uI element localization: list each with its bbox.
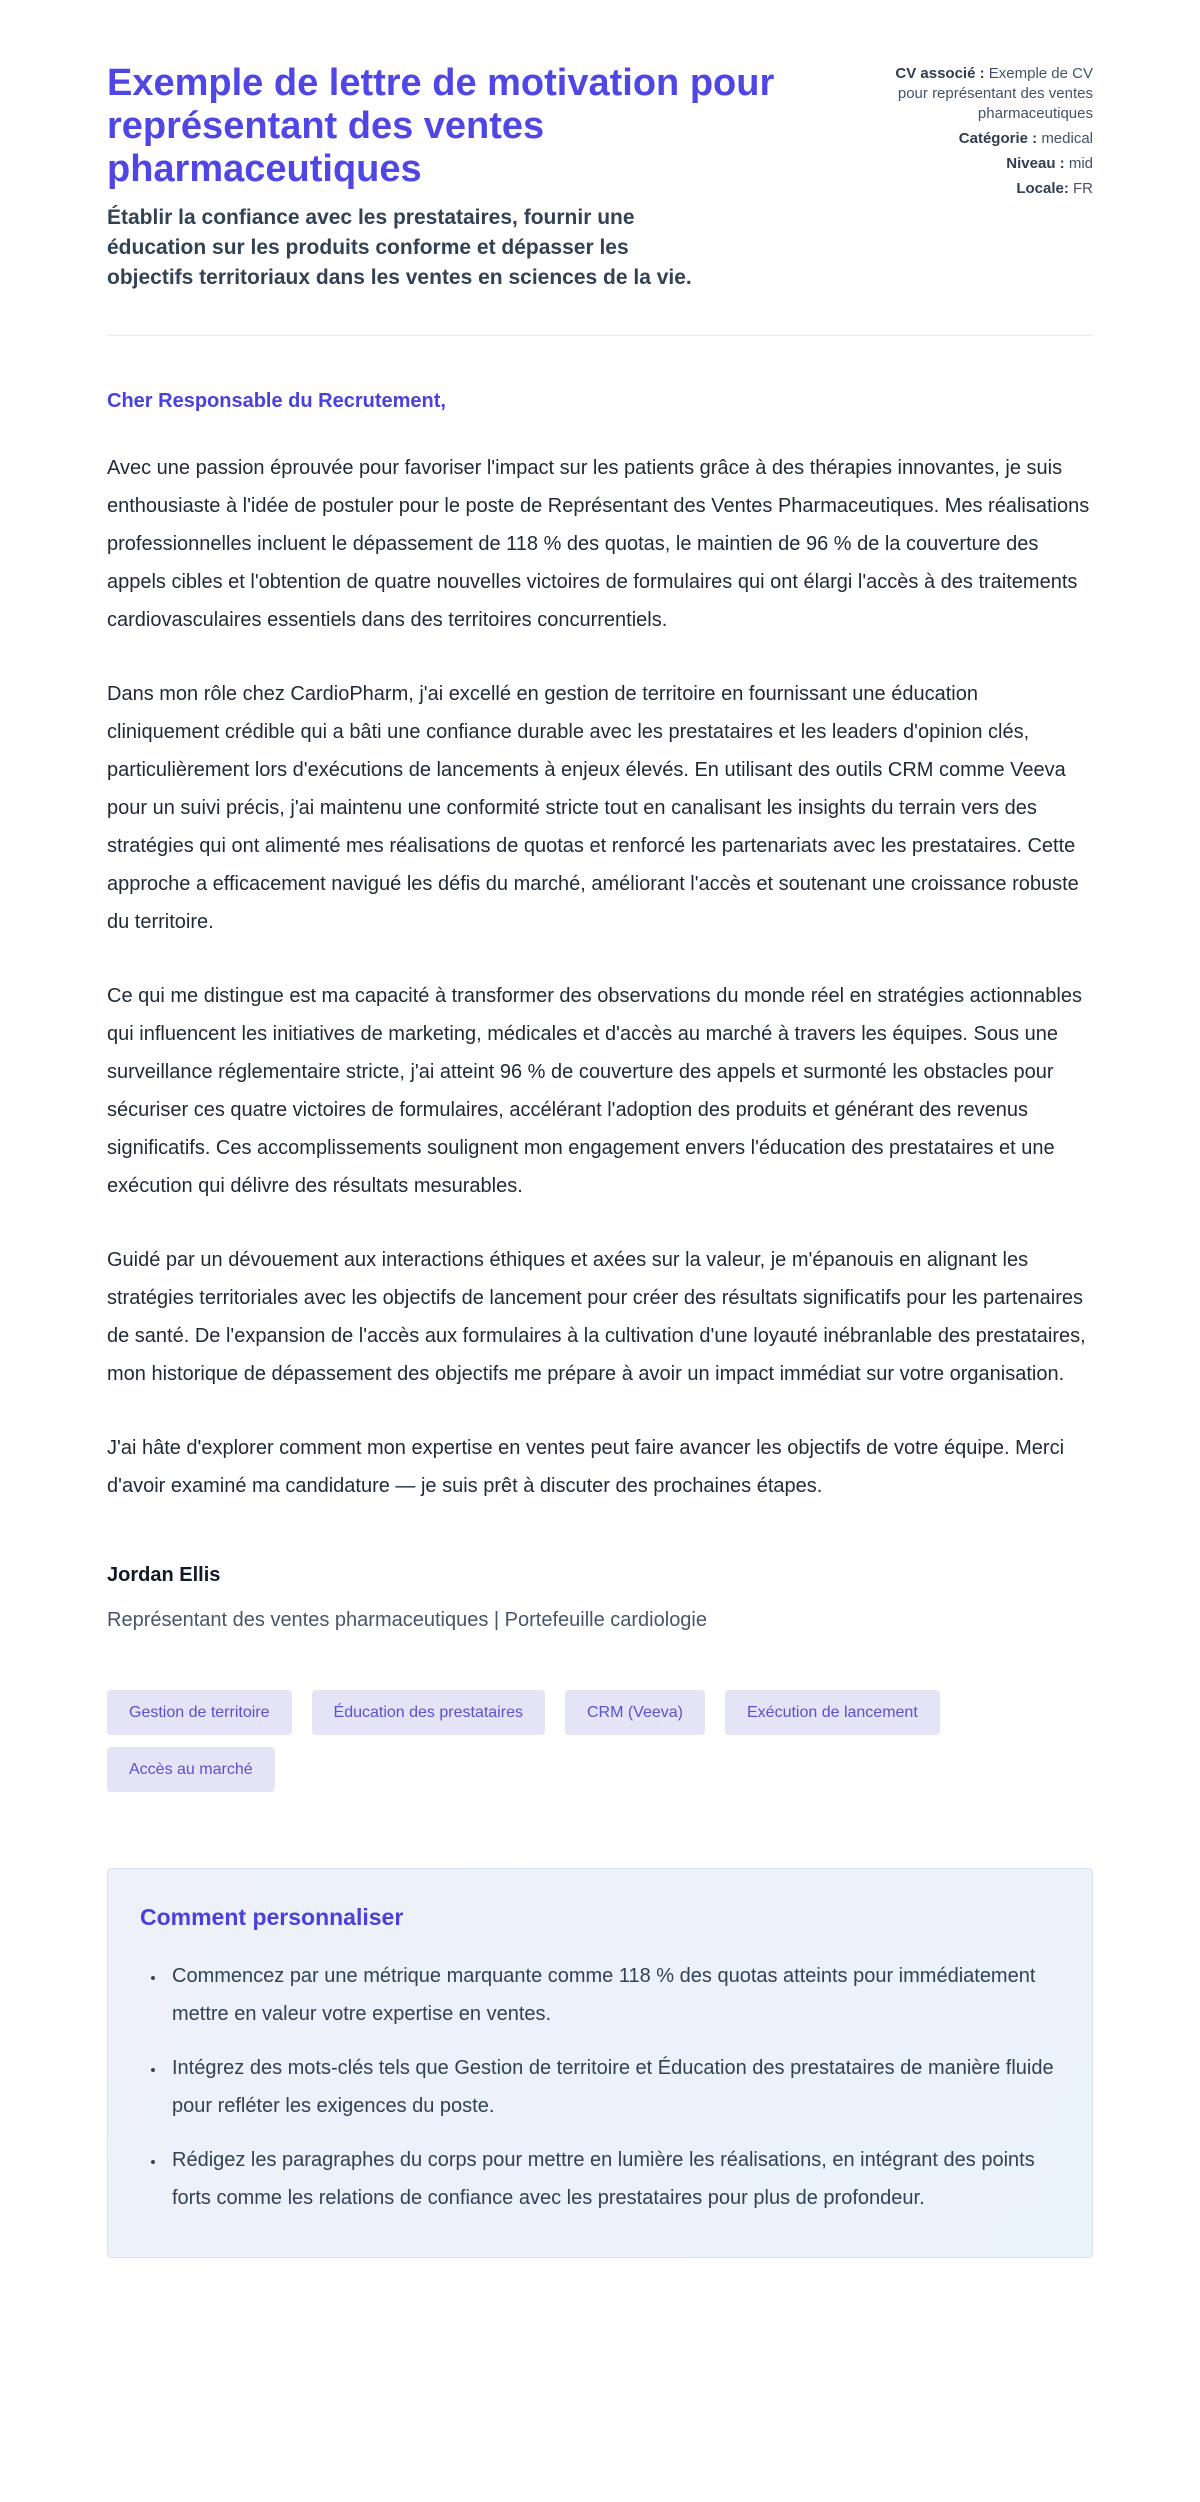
tips-title: Comment personnaliser <box>140 1904 404 1930</box>
letter-paragraph: J'ai hâte d'explorer comment mon expertise en ventes peut faire avancer les objectifs de votre équipe. Merci d'avoir examiné ma candidature — je suis prêt à discuter des prochaines étapes. <box>107 1437 1065 1497</box>
meta-label: Catégorie : <box>958 130 1038 147</box>
tip-item: • Intégrez des mots-clés tels que Gestion de territoire et Éducation des prestataires de manière fluide pour refléter les exigences du poste. <box>166 2049 1058 2125</box>
page-title: Exemple de lettre de motivation pour représentant des ventes pharmaceutiques <box>107 62 775 190</box>
tips-list <box>140 1957 1058 2217</box>
header-divider <box>107 335 1093 336</box>
meta-label: Locale: <box>1016 180 1069 197</box>
tag-pill: Gestion de territoire <box>107 1690 292 1735</box>
tag-pill: Exécution de lancement <box>725 1690 940 1735</box>
letter-body <box>107 449 1093 1505</box>
meta-label: Niveau : <box>1006 155 1065 172</box>
meta-row <box>893 64 1093 124</box>
tag-pill: CRM (Veeva) <box>565 1690 705 1735</box>
meta-row <box>893 154 1093 174</box>
cover-letter <box>107 390 1093 1634</box>
signature-name: Jordan Ellis <box>107 1564 221 1586</box>
meta-row <box>893 129 1093 149</box>
letter-paragraph: Dans mon rôle chez CardioPharm, j'ai excellé en gestion de territoire en fournissant une éducation cliniquement crédible qui a bâti une confiance durable avec les prestataires et les leaders d'opinion clés, particulièrement lors d'exécutions de lancements à enjeux élevés. En utilisant des outils CRM comme Veeva pour un suivi précis, j'ai maintenu une conformité stricte tout en canalisant les insights du terrain vers des stratégies qui ont alimenté mes réalisations de quotas et renforcé les partenariats avec les prestataires. Cette approche a efficacement navigué les défis du marché, améliorant l'accès et soutenant une croissance robuste du territoire. <box>107 683 1079 933</box>
tip-item: • Rédigez les paragraphes du corps pour mettre en lumière les réalisations, en intégrant des points forts comme les relations de confiance avec les prestataires pour plus de profondeur. <box>166 2141 1058 2217</box>
meta-value: mid <box>1068 155 1093 172</box>
page-header <box>107 62 1093 293</box>
tag-pill: Éducation des prestataires <box>312 1690 545 1735</box>
letter-paragraph: Avec une passion éprouvée pour favoriser l'impact sur les patients grâce à des thérapies innovantes, je suis enthousiaste à l'idée de postuler pour le poste de Représentant des Ventes Pharmaceutiques. Mes réalisations professionnelles incluent le dépassement de 118 % des quotas, le maintien de 96 % de la couverture des appels cibles et l'obtention de quatre nouvelles victoires de formulaires qui ont élargi l'accès à des traitements cardiovasculaires essentiels dans des territoires concurrentiels. <box>107 457 1090 631</box>
letter-greeting: Cher Responsable du Recrutement, <box>107 390 446 412</box>
tag-list <box>107 1690 1093 1792</box>
page-subtitle: Établir la confiance avec les prestataires, fournir une éducation sur les produits conforme et dépasser les objectifs territoriaux dans les ventes en sciences de la vie. <box>107 206 692 289</box>
tips-card <box>107 1868 1093 2258</box>
meta-row <box>893 179 1093 199</box>
title-block <box>107 62 813 293</box>
meta-value: Exemple de CV pour représentant des ventes pharmaceutiques <box>897 65 1093 122</box>
tag-pill: Accès au marché <box>107 1747 275 1792</box>
meta-label: CV associé : <box>895 65 985 82</box>
letter-paragraph: Guidé par un dévouement aux interactions éthiques et axées sur la valeur, je m'épanouis en alignant les stratégies territoriales avec les objectifs de lancement pour créer des résultats significatifs pour les partenaires de santé. De l'expansion de l'accès aux formulaires à la cultivation d'une loyauté inébranlable des prestataires, mon historique de dépassement des objectifs me prépare à avoir un impact immédiat sur votre organisation. <box>107 1249 1086 1385</box>
letter-paragraph: Ce qui me distingue est ma capacité à transformer des observations du monde réel en stratégies actionnables qui influencent les initiatives de marketing, médicales et d'accès au marché à travers les équipes. Sous une surveillance réglementaire stricte, j'ai atteint 96 % de couverture des appels et surmonté les obstacles pour sécuriser ces quatre victoires de formulaires, accélérant l'adoption des produits et générant des revenus significatifs. Ces accomplissements soulignent mon engagement envers l'éducation des prestataires et une exécution qui délivre des résultats mesurables. <box>107 985 1082 1197</box>
content-container <box>107 0 1093 2258</box>
tip-item: • Commencez par une métrique marquante comme 118 % des quotas atteints pour immédiatement mettre en valeur votre expertise en ventes. <box>166 1957 1058 2033</box>
meta-value: FR <box>1073 180 1093 197</box>
meta-value: medical <box>1041 130 1093 147</box>
meta-block <box>893 62 1093 293</box>
signature-role: Représentant des ventes pharmaceutiques | Portefeuille cardiologie <box>107 1609 707 1631</box>
